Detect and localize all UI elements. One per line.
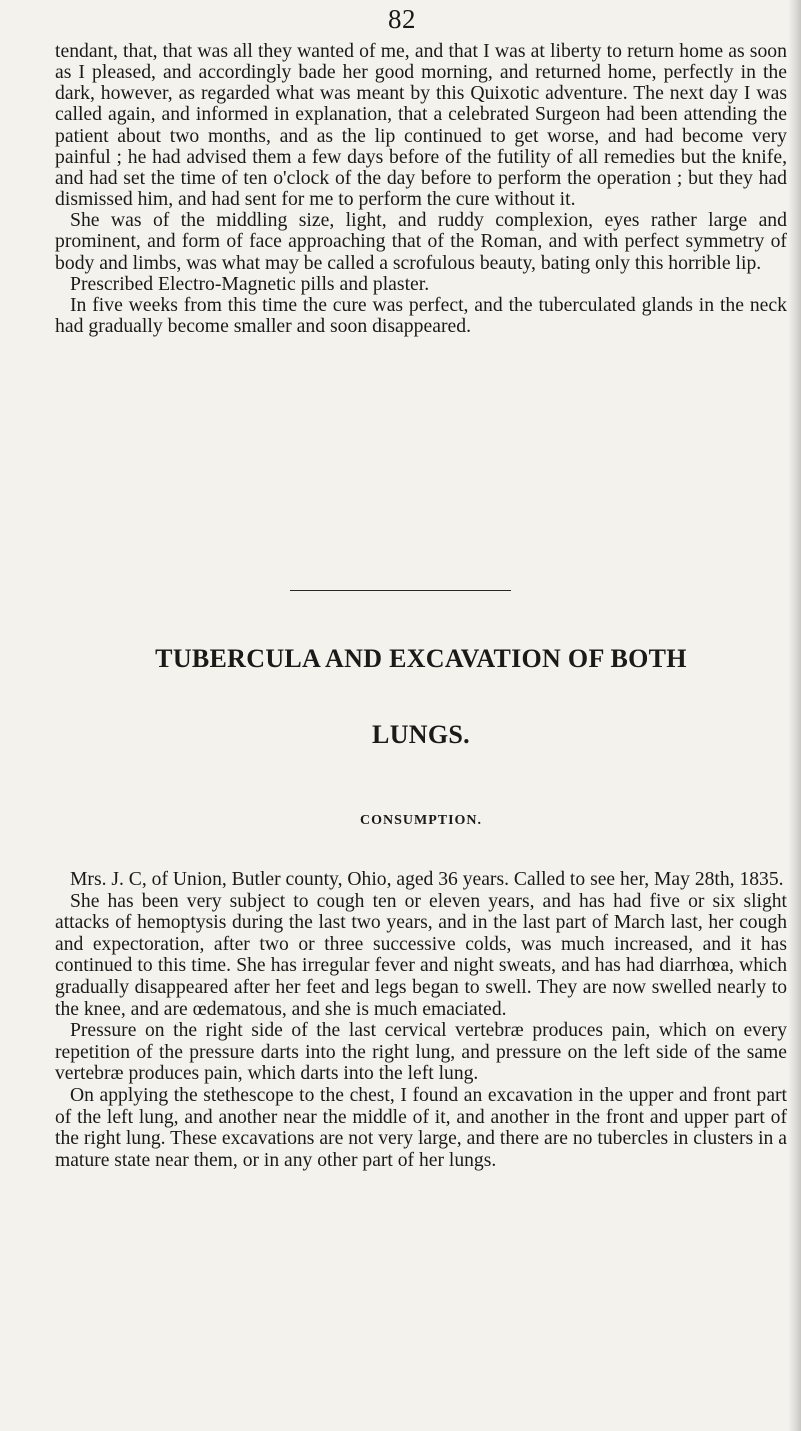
paragraph: She was of the middling size, light, and ruddy complexion, eyes rather large and prominent, and form of face approaching that of the Roman, and with perfect symmetry of body and limbs, was what may be called a scrofulous beauty, bating only this horrible lip. [55, 209, 787, 274]
paragraph: tendant, that, that was all they wanted of me, and that I was at liberty to return home as soon as I pleased, and accordingly bade her good morning, and returned home, perfectly in the dark, however, as regarded what was meant by this Quixotic adventure. The next day I was called again, and informed in explanation, that a celebrated Surgeon had been attending the patient about two months, and as the lip continued to get worse, and had become very painful ; he had advised them a few days before of the futility of all remedies but the knife, and had set the time of ten o'clock of the day before to perform the operation ; but they had dismissed him, and had sent for me to perform the cure without it. [55, 40, 787, 211]
section-title: TUBERCULA AND EXCAVATION OF BOTH [155, 644, 687, 673]
body-text-case [55, 869, 787, 1171]
section-title-continued: LUNGS. [372, 720, 470, 749]
paragraph: Mrs. J. C, of Union, Butler county, Ohio, aged 36 years. Called to see her, May 28th, 1835. [70, 869, 784, 890]
paragraph: Pressure on the right side of the last cervical vertebræ produces pain, which on every repetition of the pressure darts into the right lung, and pressure on the left side of the same vertebræ produces pain, which darts into the left lung. [55, 1020, 787, 1085]
paragraph: Prescribed Electro-Magnetic pills and plaster. [70, 272, 430, 295]
section-divider [290, 590, 511, 591]
paragraph: On applying the stethescope to the chest, I found an excavation in the upper and front part of the left lung, and another near the middle of it, and another in the front and upper part of the right lung. These excavations are not very large, and there are no tubercles in clusters in a mature state near them, or in any other part of her lungs. [55, 1084, 787, 1171]
paragraph: In five weeks from this time the cure was perfect, and the tuberculated glands in the neck had gradually become smaller and soon disappeared. [55, 293, 787, 338]
page-number: 82 [388, 4, 416, 34]
section-subtitle: CONSUMPTION. [359, 813, 483, 828]
body-text-continued [55, 41, 787, 337]
paragraph: She has been very subject to cough ten or eleven years, and has had five or six slight attacks of hemoptysis during the last two years, and in the last part of March last, her cough and expectoration, after two or three successive colds, was much increased, and it has continued to this time. She has irregular fever and night sweats, and has had diarrhœa, which gradually disappeared after her feet and legs began to swell. They are now swelled nearly to the knee, and are œdematous, and she is much emaciated. [55, 890, 787, 1020]
